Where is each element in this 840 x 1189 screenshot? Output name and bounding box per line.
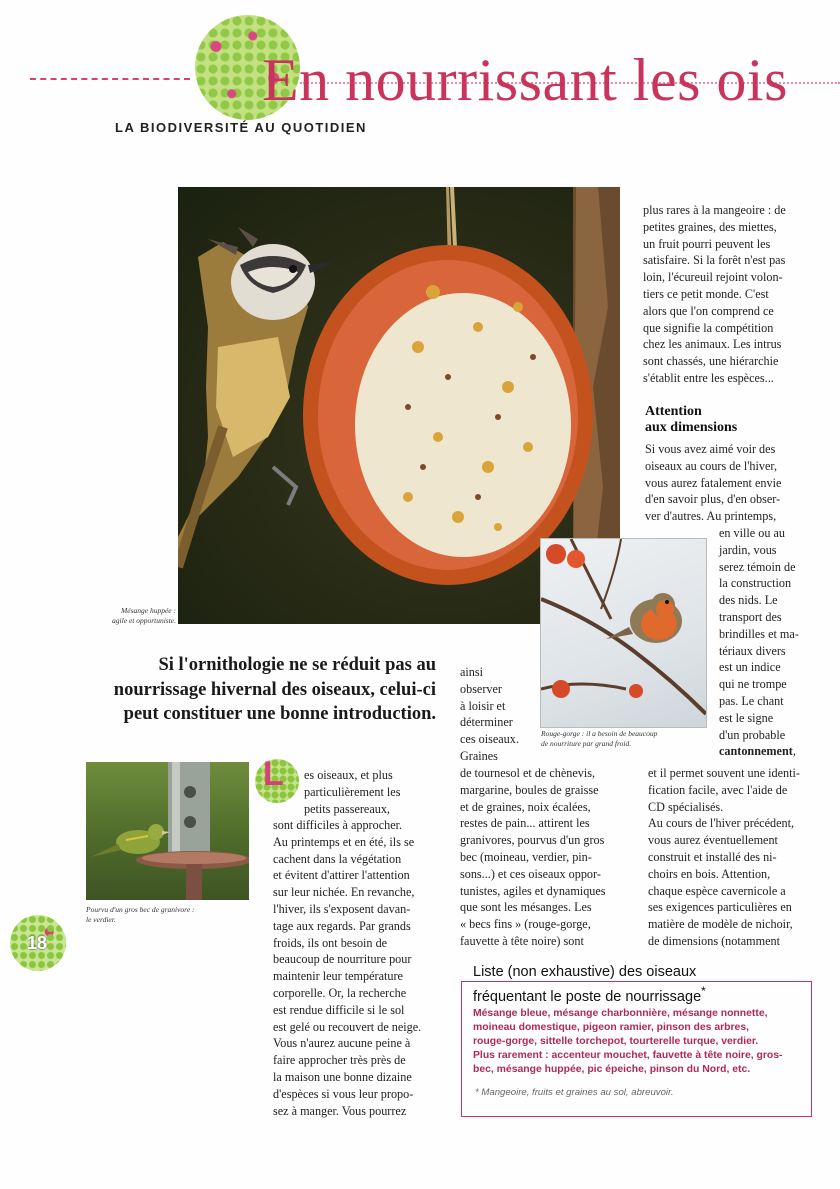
text-line: est le signe — [719, 710, 774, 725]
subheading-line: Attention — [645, 404, 702, 419]
text-line: ses exigences particulières en — [648, 900, 792, 915]
text-line: des nids. Le — [719, 593, 778, 608]
text-line: brindilles et ma- — [719, 626, 799, 641]
text-column-left — [273, 817, 455, 1119]
text-line: corporelle. Or, la recherche — [273, 985, 407, 1000]
text-line: bec (moineau, verdier, pin- — [460, 849, 592, 864]
text-column-right-mid — [645, 441, 830, 525]
footnote-marker: * — [701, 984, 706, 998]
text-line: et évitent d'attirer l'attention — [273, 868, 410, 883]
text-line: jardin, vous — [719, 542, 777, 557]
text-line: Vous n'aurez aucune peine à — [273, 1036, 411, 1051]
caption-main-line: agile et opportuniste. — [112, 616, 176, 625]
text-line: d'un probable — [719, 727, 786, 742]
text-line: choirs en bois. Attention, — [648, 866, 771, 881]
text-line: et de graines, noix écalées, — [460, 799, 591, 814]
species-list-line: Mésange bleue, mésange charbonnière, mésange nonnette, — [473, 1008, 768, 1019]
caption-robin-line: de nourriture par grand froid. — [541, 739, 632, 748]
text-line: faire approcher très près de — [273, 1053, 406, 1068]
text-line: serez témoin de — [719, 559, 796, 574]
text-line: ces oiseaux. — [460, 732, 519, 747]
species-box-title-text: fréquentant le poste de nourrissage — [473, 988, 702, 1005]
species-list-line: bec, mésange huppée, pic épeiche, pinson du Nord, etc. — [473, 1064, 751, 1075]
text-line: s'établit entre les espèces... — [643, 370, 774, 385]
species-box-footnote: * Mangeoire, fruits et graines au sol, abreuvoir. — [475, 1087, 674, 1098]
text-column-mid-top — [460, 664, 540, 765]
text-line: de tournesol et de chènevis, — [460, 766, 596, 780]
text-line — [719, 743, 834, 760]
caption-greenfinch — [86, 905, 195, 925]
text-line: que sont les mésanges. Les — [460, 900, 592, 915]
text-line: sez à manger. Vous pourrez — [273, 1103, 407, 1118]
species-list-line: Plus rarement : accenteur mouchet, fauvette à tête noire, gros- — [473, 1050, 783, 1061]
text-line: un fruit pourri peuvent les — [643, 236, 771, 251]
text-line: d'en savoir plus, d'en obser- — [645, 492, 781, 507]
text-line: est un indice — [719, 660, 781, 675]
text-line: sont difficiles à approcher. — [273, 818, 403, 832]
species-list-line: rouge-gorge, sittelle torchepot, tourterelle turque, verdier. — [473, 1036, 759, 1047]
text-line: « becs fins » (rouge-gorge, — [460, 917, 591, 932]
text-line: déterminer — [460, 715, 513, 730]
punctuation: , — [792, 744, 796, 759]
text-line: en ville ou au — [719, 526, 785, 540]
caption-robin-line: Rouge-gorge : il a besoin de beaucoup — [541, 729, 658, 738]
caption-robin — [541, 729, 657, 749]
text-line: Au printemps et en été, ils se — [273, 834, 415, 849]
text-line: d'espèces si vous leur propo- — [273, 1086, 414, 1101]
text-line: petites graines, des miettes, — [643, 219, 777, 234]
text-line: petits passereaux, — [304, 801, 390, 816]
text-line: froids, ils ont besoin de — [273, 935, 388, 950]
text-line: tunistes, agiles et dynamiques — [460, 883, 606, 898]
caption-greenfinch-line: Pourvu d'un gros bec de granivore : — [86, 905, 195, 914]
photo-robin — [540, 538, 707, 728]
text-line: qui ne trompe — [719, 677, 787, 692]
text-line: tage aux regards. Par grands — [273, 918, 411, 933]
text-line: pas. Le chant — [719, 693, 784, 708]
page-number: 18 — [27, 933, 48, 953]
page-title: En nourrissant les ois — [262, 47, 788, 113]
caption-greenfinch-line: le verdier. — [86, 915, 116, 924]
text-column-right-bottom — [648, 765, 833, 950]
text-line: observer — [460, 681, 502, 696]
text-line: particulièrement les — [304, 784, 401, 799]
species-box-title-line: Liste (non exhaustive) des oiseaux — [473, 964, 697, 980]
text-line: Au cours de l'hiver précédent, — [648, 816, 795, 831]
text-line: cachent dans la végétation — [273, 851, 402, 866]
text-line: maintenir leur température — [273, 969, 403, 984]
text-line: fauvette à tête noire) sont — [460, 933, 584, 948]
text-line: chaque espèce cavernicole a — [648, 883, 786, 898]
text-line: granivores, pourvus d'un gros — [460, 833, 605, 848]
text-line: est rendue difficile si le sol — [273, 1002, 405, 1017]
text-line: de dimensions (notamment — [648, 933, 781, 948]
text-line: vous aurez fatalement envie — [645, 475, 782, 490]
text-line: Si vous avez aimé voir des — [645, 442, 776, 456]
text-line: chez les animaux. Les intrus — [643, 337, 782, 352]
text-line: tériaux divers — [719, 643, 786, 658]
text-line: Graines — [460, 748, 498, 763]
section-rubric: LA BIODIVERSITÉ AU QUOTIDIEN — [115, 120, 367, 135]
text-line: transport des — [719, 609, 782, 624]
text-line: beaucoup de nourriture pour — [273, 952, 412, 967]
text-line: CD spécialisés. — [648, 799, 724, 814]
text-line: ainsi — [460, 665, 484, 679]
robin-illustration — [541, 539, 706, 727]
text-line: ver d'autres. Au printemps, — [645, 509, 777, 524]
text-line: alors que l'on comprend ce — [643, 303, 774, 318]
text-column-right-narrow — [719, 525, 834, 760]
text-line: sons...) et ces oiseaux oppor- — [460, 866, 601, 881]
text-column-right-top — [643, 202, 828, 387]
species-box-title-line — [473, 982, 706, 1007]
species-list-line: moineau domestique, pigeon ramier, pinson des arbres, — [473, 1022, 749, 1033]
text-line: satisfaire. Si la forêt n'est pas — [643, 253, 786, 268]
text-line: la maison une bonne dizaine — [273, 1069, 412, 1084]
text-line: margarine, boules de graisse — [460, 782, 599, 797]
text-line: sur leur nichée. En revanche, — [273, 885, 415, 900]
text-line: que signifie la compétition — [643, 320, 774, 335]
text-line: fication facile, avec l'aide de — [648, 782, 788, 797]
text-line: vous aurez éventuellement — [648, 833, 778, 848]
text-line: est gelé ou recouvert de neige. — [273, 1019, 422, 1034]
drop-cap: L — [263, 755, 284, 793]
text-line: tiers ce petit monde. C'est — [643, 286, 769, 301]
subheading-line: aux dimensions — [645, 420, 738, 435]
text-line: la construction — [719, 576, 792, 591]
subheading — [645, 404, 737, 436]
text-line: loin, l'écureuil rejoint volon- — [643, 270, 783, 285]
text-line: l'hiver, ils s'exposent davan- — [273, 901, 411, 916]
text-line: construit et installé des ni- — [648, 849, 777, 864]
text-line: et il permet souvent une identi- — [648, 766, 800, 780]
text-line: à loisir et — [460, 698, 506, 713]
keyword-cantonnement: cantonnement — [719, 744, 793, 759]
greenfinch-illustration — [86, 762, 249, 900]
species-list — [473, 1007, 803, 1077]
species-box-title — [473, 963, 706, 1007]
text-line: sont chassés, une hiérarchie — [643, 354, 779, 369]
photo-greenfinch — [86, 762, 249, 900]
caption-main — [108, 606, 176, 626]
text-column-mid — [460, 765, 642, 950]
species-box — [461, 957, 812, 1117]
text-column-left-top — [304, 767, 454, 817]
text-line: es oiseaux, et plus — [304, 768, 393, 782]
text-line: restes de pain... attirent les — [460, 816, 590, 831]
header-dashed-line-left — [30, 78, 190, 80]
caption-main-line: Mésange huppée : — [121, 606, 176, 615]
lead-paragraph: Si l'ornithologie ne se réduit pas au nourrissage hivernal des oiseaux, celui-ci peut constituer une bonne introduction. — [113, 655, 436, 724]
text-line: matière de modèle de nichoir, — [648, 917, 793, 932]
text-line: oiseaux au cours de l'hiver, — [645, 458, 778, 473]
text-line: plus rares à la mangeoire : de — [643, 203, 786, 217]
